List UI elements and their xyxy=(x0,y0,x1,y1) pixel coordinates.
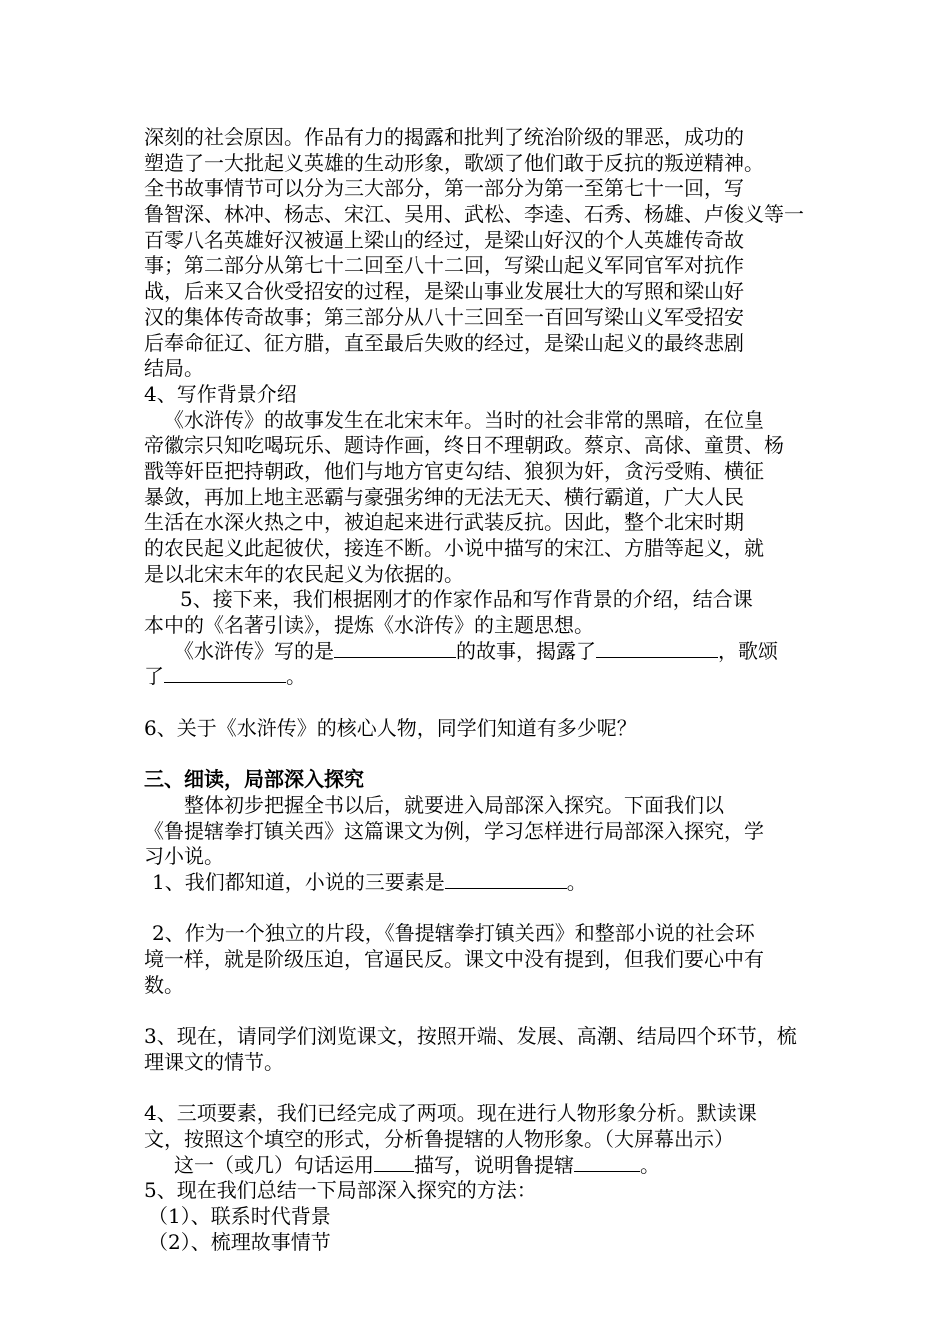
text-line: 理课文的情节。 xyxy=(144,1049,284,1074)
fill-blank[interactable] xyxy=(334,639,456,658)
question-3 xyxy=(144,1024,809,1075)
spacer xyxy=(144,998,809,1024)
fill-line xyxy=(144,639,809,665)
document-body xyxy=(144,125,809,1255)
method-item: （1）、联系时代背景 xyxy=(148,1203,331,1228)
text-line: 整体初步把握全书以后，就要进入局部深入探究。下面我们以 xyxy=(184,792,724,817)
spacer xyxy=(144,690,809,716)
text-line: 鲁智深、林冲、杨志、宋江、吴用、武松、李逵、石秀、杨雄、卢俊义等一 xyxy=(144,202,804,227)
spacer xyxy=(144,1075,809,1101)
fill-text: 。 xyxy=(286,664,306,689)
fill-blank[interactable] xyxy=(374,1153,414,1172)
text-line: 全书故事情节可以分为三大部分，第一部分为第一至第七十一回，写 xyxy=(144,176,744,201)
fill-blank[interactable] xyxy=(596,639,718,658)
paragraph-item-5 xyxy=(144,587,809,638)
text-line: 后奉命征辽、征方腊，直至最后失败的经过，是梁山起义的最终悲剧 xyxy=(144,330,744,355)
text-line: 百零八名英雄好汉被逼上梁山的经过，是梁山好汉的个人英雄传奇故 xyxy=(144,227,744,252)
fill-line xyxy=(144,1153,809,1179)
question-1 xyxy=(144,870,809,896)
text-line: 汉的集体传奇故事；第三部分从八十三回至一百回写梁山义军受招安 xyxy=(144,304,744,329)
section-heading-close-reading: 三、细读，局部深入探究 xyxy=(144,767,364,792)
paragraph-background xyxy=(144,408,809,588)
text-line: 境一样，就是阶级压迫，官逼民反。课文中没有提到，但我们要心中有 xyxy=(144,947,764,971)
text-line: 战，后来又合伙受招安的过程，是梁山事业发展壮大的写照和梁山好 xyxy=(144,279,744,304)
fill-text: 《水浒传》写的是 xyxy=(174,638,334,663)
text-line: 本中的《名著引读》，提炼《水浒传》的主题思想。 xyxy=(144,613,594,638)
text-line: 塑造了一大批起义英雄的生动形象，歌颂了他们敢于反抗的叛逆精神。 xyxy=(144,150,764,175)
text-line: 《水浒传》的故事发生在北宋末年。当时的社会非常的黑暗，在位皇 xyxy=(164,407,764,432)
text-line: 深刻的社会原因。作品有力的揭露和批判了统治阶级的罪恶，成功的 xyxy=(144,125,744,149)
fill-text: 描写，说明鲁提辖 xyxy=(414,1152,574,1177)
method-item: （2）、梳理故事情节 xyxy=(148,1229,331,1254)
fill-blank[interactable] xyxy=(164,664,286,683)
text-line: 5、接下来，我们根据刚才的作家作品和写作背景的介绍，结合课 xyxy=(180,587,753,612)
text-line: 2、作为一个独立的片段，《鲁提辖拳打镇关西》和整部小说的社会环 xyxy=(152,921,755,946)
spacer xyxy=(144,896,809,922)
section-heading-background: 4、写作背景介绍 xyxy=(144,381,297,406)
text-line: 文，按照这个填空的形式，分析鲁提辖的人物形象。（大屏幕出示） xyxy=(144,1126,734,1151)
text-line: 事；第二部分从第七十二回至八十二回，写梁山起义军同官军对抗作 xyxy=(144,253,744,278)
text-line: 数。 xyxy=(144,972,184,997)
question-core-characters: 6、关于《水浒传》的核心人物，同学们知道有多少呢？ xyxy=(144,715,637,740)
fill-text: 这一（或几）句话运用 xyxy=(174,1152,374,1177)
question-4 xyxy=(144,1101,809,1178)
text-line: 戬等奸臣把持朝政，他们与地方官吏勾结、狼狈为奸，贪污受贿、横征 xyxy=(144,458,764,483)
fill-text: ，歌颂 xyxy=(718,638,778,663)
text-line: 的农民起义此起彼伏，接连不断。小说中描写的宋江、方腊等起义，就 xyxy=(144,536,764,560)
text-line: 3、现在，请同学们浏览课文，按照开端、发展、高潮、结局四个环节，梳 xyxy=(144,1024,797,1049)
question-text: 。 xyxy=(566,869,587,894)
fill-text: 。 xyxy=(640,1152,660,1177)
question-5: 5、现在我们总结一下局部深入探究的方法： xyxy=(144,1178,537,1203)
fill-line xyxy=(144,664,809,690)
text-line: 生活在水深火热之中，被迫起来进行武装反抗。因此，整个北宋时期 xyxy=(144,510,744,535)
fill-blank[interactable] xyxy=(445,870,567,889)
text-line: 暴敛，再加上地主恶霸与豪强劣绅的无法无天、横行霸道，广大人民 xyxy=(144,484,744,509)
text-line: 《鲁提辖拳打镇关西》这篇课文为例，学习怎样进行局部深入探究，学 xyxy=(144,818,764,843)
text-line: 是以北宋末年的农民起义为依据的。 xyxy=(144,561,464,586)
question-2 xyxy=(144,921,809,998)
text-line: 4、三项要素，我们已经完成了两项。现在进行人物形象分析。默读课 xyxy=(144,1101,757,1126)
paragraph-plot-summary xyxy=(144,125,809,382)
paragraph-intro xyxy=(144,793,809,870)
text-line: 习小说。 xyxy=(144,844,224,869)
text-line: 帝徽宗只知吃喝玩乐、题诗作画，终日不理朝政。蔡京、高俅、童贯、杨 xyxy=(144,433,784,458)
text-line: 结局。 xyxy=(144,356,204,381)
question-text: 1、我们都知道，小说的三要素是 xyxy=(152,869,445,894)
spacer xyxy=(144,742,809,768)
fill-blank[interactable] xyxy=(574,1153,640,1172)
fill-in-theme xyxy=(144,639,809,690)
fill-text: 了 xyxy=(144,664,164,689)
fill-text: 的故事，揭露了 xyxy=(456,638,596,663)
